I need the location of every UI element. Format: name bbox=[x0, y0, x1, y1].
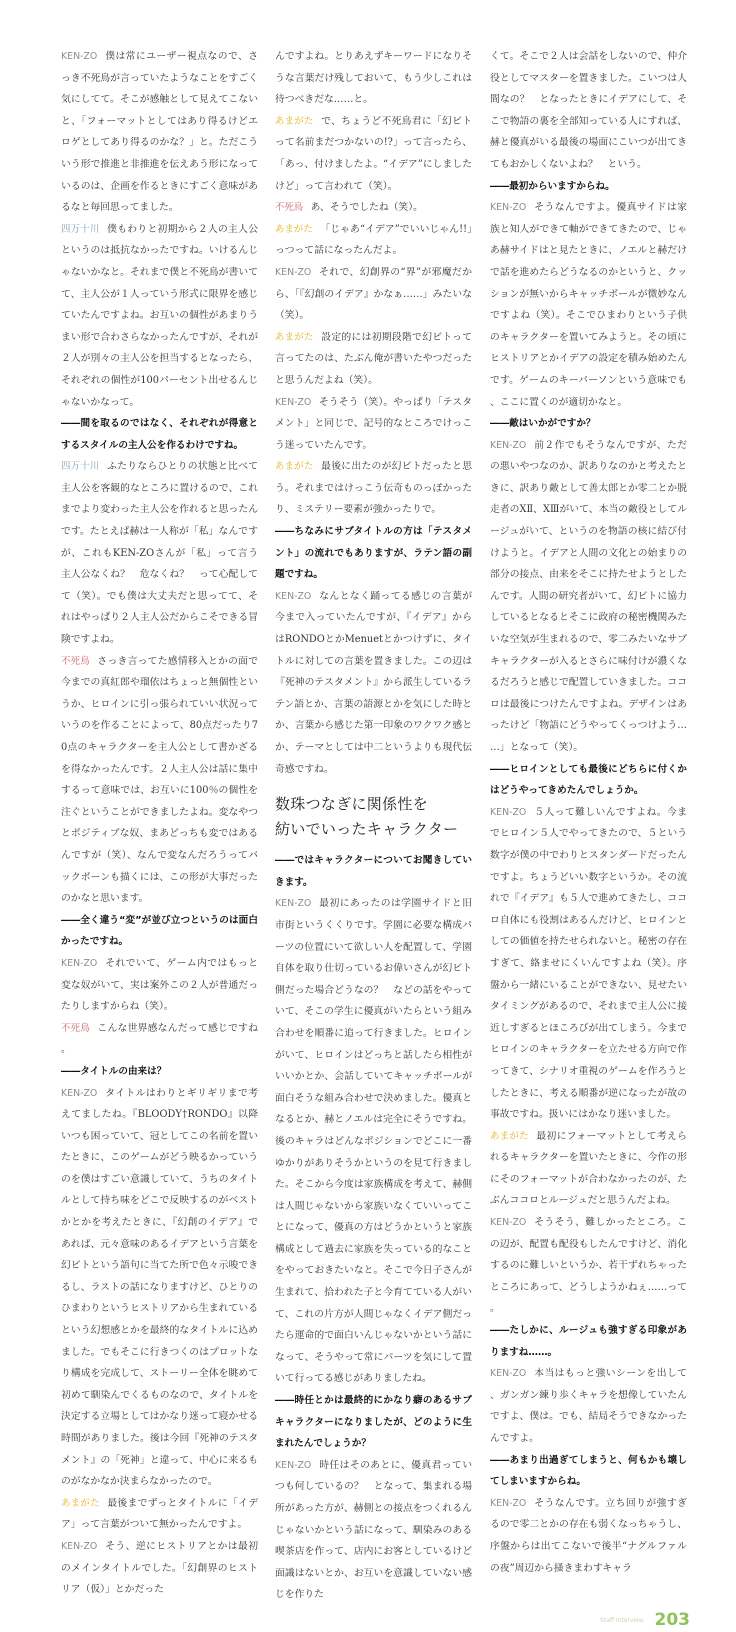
speaker-remark bbox=[490, 1363, 687, 1449]
remark-text: ――ちなみにサブタイトルの方は「テスタメント」の流れでもありますが、ラテン語の副題ですね。 bbox=[275, 526, 472, 581]
speaker-name: あまがた bbox=[490, 1130, 529, 1142]
speaker-remark bbox=[490, 1493, 687, 1579]
speaker-remark bbox=[275, 456, 472, 521]
remark-text: ――たしかに、ルージュも強すぎる印象がありますね……。 bbox=[490, 1325, 687, 1358]
column-1 bbox=[61, 46, 258, 1606]
speaker-remark bbox=[275, 46, 472, 111]
speaker-remark bbox=[61, 1493, 258, 1536]
speaker-name: あまがた bbox=[275, 223, 313, 235]
speaker-remark bbox=[61, 1536, 258, 1601]
remark-text: 僕は常にユーザー視点なので、さっき不死鳥が言っていたようなことをすごく気にしてて。そこが感触として見えてこないと、「フォーマットとしてはあり得るけどエロゲとしてあり得るのかな？」と。ただこういう形で推進と非推進を伝えあう形になっているのは、企画を作るときにすごく意味があるなと毎回思ってました。 bbox=[61, 51, 258, 214]
interviewer-question bbox=[490, 413, 687, 435]
interviewer-question bbox=[61, 413, 258, 456]
speaker-name: あまがた bbox=[61, 1497, 100, 1509]
speaker-name: KEN-ZO bbox=[275, 898, 312, 910]
remark-text: そう、逆にヒストリアとかは最初のメインタイトルでした。「幻創界のヒストリア（仮）」とかだった bbox=[61, 1540, 258, 1596]
remark-text: なんとなく踊ってる感じの言葉が今まで入っていたんですが、『イデア』からはRONDOとかMenuetとかつけずに、タイトルに対しての言葉を置きました。この辺は『死神のテスタメント』から派生しているラテン語とか、言葉の語源とかを気にした時とか、言葉から感じた第一印象のワクワク感とか、テーマとしては中二というよりも現代伝奇感ですね。 bbox=[275, 590, 472, 775]
section-heading-line: 数珠つなぎに関係性を bbox=[275, 795, 429, 814]
page-footer bbox=[600, 1610, 690, 1632]
remark-text: ――あまり出過ぎてしまうと、何もかも壊してしまいますからね。 bbox=[490, 1454, 687, 1488]
interviewer-question bbox=[275, 1390, 472, 1455]
remark-text: そうなんですよ。優真サイドは家族と知人ができて軸ができてきたので、じゃあ赫サイドはと見たときに、ノエルと赫だけで話を進めたらどうなるのかというと、クッションが無いからキャッチボールが微妙なんですよね（笑）。そこでひまわりという子供のキャラクターを置いてみようと。その頃にヒストリアとかイデアの設定を積み始めたんです。ゲームのキーパーソンという意味でも、ここに置くのが適切かなと。 bbox=[490, 202, 687, 408]
interviewer-question bbox=[61, 910, 258, 953]
speaker-name: KEN-ZO bbox=[490, 806, 527, 818]
speaker-remark bbox=[275, 111, 472, 197]
remark-text: ――間を取るのではなく、それぞれが得意とするスタイルの主人公を作るわけですね。 bbox=[61, 418, 258, 451]
article-columns bbox=[61, 46, 736, 1606]
remark-text: 最初にフォーマットとして考えられるキャラクターを置いたときに、今作の形にそのフォーマットが合わなかったのが、たぶんココロとルージュだと思うんだよね。 bbox=[490, 1130, 687, 1207]
speaker-remark bbox=[490, 435, 687, 759]
remark-text: ――ヒロインとしても最後にどちらに付くかはどうやってきめたんでしょうか。 bbox=[490, 763, 687, 797]
speaker-name: KEN-ZO bbox=[490, 439, 527, 451]
remark-text: 最初にあったのは学園サイドと旧市街というくくりです。学園に必要な構成パーツの位置にいて欲しい人を配置して、学園自体を取り仕切っているお偉いさんが幻ビト側だった場合どうなの？ などの話をやっていて、そこの学生に優真がいたらという組み合わせを順番に追って行きました。ヒロインがいて、ヒロインはどっちと話したら相性がいいかとか、会話していてキャッチボールが面白そうな組み合わせで決めました。優真となるとか、赫とノエルは完全にそうですね。後のキャラはどんなポジションでどこに一番ゆかりがありそうかというのを見て行きました。そこから今度は家族構成を考えて、赫側は人間じゃないから家族いなくていいってことになって、優真の方はどうかというと家族構成として過去に家族を失っている的なことをやっておきたいなと。そこで今日子さんが生まれて、拾われた子と今育てている人がいて、これの片方が人間じゃなくイデア側だったら運命的で面白いんじゃないかという話になって、そうやって常にパーツを気にして置いて行ってる感じがありましたね。 bbox=[275, 898, 472, 1385]
speaker-name: あまがた bbox=[275, 115, 314, 127]
speaker-name: KEN-ZO bbox=[275, 590, 312, 602]
speaker-remark bbox=[490, 1212, 687, 1320]
speaker-name: 不死鳥 bbox=[61, 655, 90, 667]
interviewer-question bbox=[490, 176, 687, 198]
remark-text: タイトルはわりとギリギリまで考えてましたね。『BLOODY†RONDO』以降いつも困っていて、冠としてこの名前を置いたときに、このゲームがどう映るかっていうのを僕はすごい意識していて、うちのタイトルとして持ち味をどこで反映するのがベストかとかを考えたときに、『幻創のイデア』であれば、元々意味のあるイデアという言葉を幻ビトという語句に当てた所で色々示唆できるし、ラストの話になりますけど、ひとりのひまわりというヒストリアから生まれているという幻想感とかを最終的なタイトルに込めました。でもそこに行きつくのはプロットなり構成を完成して、ストーリー全体を眺めて初めて馴染んでくるものなので、タイトルを決定する立場としてはかなり迷って寝かせる時間がありました。後は今回『死神のテスタメント』の「死神」と違って、中心に来るものがなかなか決まらなかったので。 bbox=[61, 1087, 258, 1488]
remark-text: そうそう（笑）。やっぱり「テスタメント」と同じで、記号的なところでけっこう迷っていたんです。 bbox=[275, 396, 472, 451]
remark-text: そうなんです。立ち回りが強すぎるので零二とかの存在も弱くなっちゃうし、序盤からは出てこないで後半“ナグルファルの夜”周辺から掻きまわすキャラ bbox=[490, 1497, 687, 1574]
interviewer-question bbox=[490, 759, 687, 802]
interviewer-question bbox=[275, 850, 472, 893]
interviewer-question bbox=[490, 1320, 687, 1363]
remark-text: そうそう、難しかったところ。この辺が、配置も配役もしたんですけど、消化するのに難しいというか、若干ずれちゃったところにあって、どうしようかねぇ……って。 bbox=[490, 1217, 687, 1315]
section-heading bbox=[275, 792, 472, 842]
speaker-remark bbox=[490, 46, 687, 176]
speaker-name: KEN-ZO bbox=[490, 1368, 527, 1380]
remark-text: さっき言ってた感情移入とかの面で今までの真紅郎や瑠依はちょっと無個性というか、ヒロインに引っ張られていい状況っていうのを作ることによって、80点だったり70点のキャラクターを主人公として書かざるを得なかったんです。２人主人公は話に集中するって意味では、お互いに100％の個性を注ぐということができましたよね。変なやつとポジティブな奴、まあどっちも変ではあるんですが（笑）、なんで変なんだろうってバックボーンも描くには、この形が大事だったのかなと思います。 bbox=[61, 655, 258, 905]
speaker-remark bbox=[490, 802, 687, 1126]
remark-text: ――時任とかは最終的にかなり癖のあるサブキャラクターになりましたが、どのように生まれたんでしょうか？ bbox=[275, 1395, 472, 1450]
speaker-name: KEN-ZO bbox=[490, 202, 527, 214]
speaker-name: KEN-ZO bbox=[490, 1217, 527, 1229]
speaker-name: KEN-ZO bbox=[275, 266, 312, 278]
remark-text: ――ではキャラクターについてお聞きしていきます。 bbox=[275, 855, 472, 888]
remark-text: こんな世界感なんだって感じですね。 bbox=[61, 1022, 258, 1056]
speaker-remark bbox=[61, 651, 258, 910]
speaker-remark bbox=[275, 893, 472, 1390]
remark-text: ふたりならひとりの状態と比べて主人公を客観的なところに置けるので、これまでより変わった主人公を作れると思ったんです。たとえば赫は一人称が「私」なんですが、これもKEN-ZOさんが「私」って言う主人公なくね？ 危なくね？ って心配してて（笑）。でも僕は大丈夫だと思ってて、それはやっぱり２人主人公だからこそできる冒険ですよね。 bbox=[61, 461, 258, 646]
interviewer-question bbox=[275, 521, 472, 586]
remark-text: 最後に出たのが幻ビトだったと思う。それまではけっこう伝奇ものっぽかったり、ミステリー要素が強かったりで。 bbox=[275, 461, 472, 516]
remark-text: 時任はそのあとに、優真君っていつも何しているの？ となって、集まれる場所があった方が、赫側との接点をつくれるんじゃないかという話になって、馴染みのある喫茶店を作って、店内にお客としているけど面識はないとか、お互いを意識していない感じを作りた bbox=[275, 1459, 472, 1601]
speaker-remark bbox=[490, 1126, 687, 1212]
remark-text: 本当はもっと強いシーンを出して、ガンガン練り歩くキャラを想像していたんですよ、僕は。でも、結局そうできなかったんですよ。 bbox=[490, 1368, 687, 1444]
speaker-name: 四万十川 bbox=[61, 461, 100, 473]
speaker-remark bbox=[61, 1018, 258, 1061]
footer-label: Staff Interview bbox=[600, 1616, 644, 1624]
speaker-name: 不死鳥 bbox=[275, 202, 304, 214]
speaker-name: 不死鳥 bbox=[61, 1022, 90, 1034]
remark-text: 「じゃあ“イデア”でいいじゃん!!」っつって話になったんだよ。 bbox=[275, 223, 472, 257]
speaker-remark bbox=[61, 953, 258, 1018]
speaker-remark bbox=[61, 219, 258, 413]
column-3 bbox=[490, 46, 687, 1606]
speaker-remark bbox=[275, 327, 472, 392]
remark-text: ――最初からいますからね。 bbox=[490, 180, 615, 192]
remark-text: ――全く違う“変”が並び立つというのは面白かったですね。 bbox=[61, 914, 258, 948]
speaker-name: KEN-ZO bbox=[61, 1540, 98, 1552]
speaker-remark bbox=[275, 392, 472, 457]
speaker-remark bbox=[275, 262, 472, 327]
remark-text: それでいて、ゲーム内ではもっと変な奴がいて、実は案外この２人が普通だったりしますからね（笑）。 bbox=[61, 957, 258, 1013]
speaker-remark bbox=[275, 219, 472, 262]
remark-text: んですよね。とりあえずキーワードになりそうな言葉だけ残しておいて、もう少しこれは待つべきだな……と。 bbox=[275, 51, 472, 106]
speaker-name: KEN-ZO bbox=[61, 1087, 98, 1099]
speaker-name: KEN-ZO bbox=[490, 1497, 527, 1509]
remark-text: ――敵はいかがですか？ bbox=[490, 418, 596, 430]
section-heading-line: 紡いでいったキャラクター bbox=[275, 820, 459, 839]
remark-text: 僕もわりと初期から２人の主人公というのは抵抗なかったですね。いけるんじゃないかなと。それまで僕と不死鳥が書いてて、主人公が１人っていう形式に限界を感じていたんですよね。お互いの個性があまりうまい形で合わさらなかったんですが、それが２人が別々の主人公を担当するとなったら、それぞれの個性が100パーセント出せるんじゃないかなって。 bbox=[61, 223, 258, 408]
speaker-name: あまがた bbox=[275, 461, 314, 473]
speaker-remark bbox=[61, 456, 258, 650]
page-number: 203 bbox=[654, 1609, 690, 1630]
remark-text: くて。そこで２人は会話をしないので、仲介役としてマスターを置きました。こいつは人間なの？ となったときにイデアにして、そこで物語の裏を全部知っている人にすれば、赫と優真がいる最後の場面にこいつが出てきてもおかしくないよね？ という。 bbox=[490, 51, 687, 170]
speaker-remark bbox=[275, 586, 472, 780]
interviewer-question bbox=[490, 1450, 687, 1493]
remark-text: 設定的には初期段階で幻ビトって言ってたのは、たぶん俺が書いたやつだったと思うんだよね（笑）。 bbox=[275, 331, 472, 386]
remark-text: それで、幻創界の“界”が邪魔だから、「『幻創のイデア』かなぁ……」みたいな（笑）。 bbox=[275, 266, 472, 322]
remark-text: 最後までずっとタイトルに「イデア」って言葉がついて無かったんですよ。 bbox=[61, 1497, 258, 1531]
speaker-name: あまがた bbox=[275, 331, 314, 343]
remark-text: ――タイトルの由来は？ bbox=[61, 1065, 167, 1077]
speaker-name: KEN-ZO bbox=[61, 957, 98, 969]
speaker-name: KEN-ZO bbox=[275, 396, 312, 408]
speaker-remark bbox=[61, 1083, 258, 1493]
speaker-remark bbox=[61, 46, 258, 219]
speaker-name: 四万十川 bbox=[61, 223, 100, 235]
remark-text: ５人って難しいんですよね。今までヒロイン５人でやってきたので、５という数字が僕の中でわりとスタンダードだったんですよ。ちょうどいい数字というか。その流れで『イデア』も５人で進めてきたし、ココロ自体にも役割はあるんだけど、ヒロインとしての価値を持たせられないと。秘密の存在すぎて、絡ませにくいんですよね（笑）。序盤から一緒にいることができない、見せたいタイミングがあるので、それまで主人公に接近しすぎるとほころびが出てしまう。今までヒロインのキャラクターを立たせる方向で作ってきて、シナリオ重視のゲームを作ろうとしたときに、考える順番が逆になったが故の事故ですね。扱いにはかなり迷いました。 bbox=[490, 806, 687, 1121]
speaker-name: KEN-ZO bbox=[275, 1459, 312, 1471]
speaker-name: KEN-ZO bbox=[61, 51, 98, 62]
remark-text: あ、そうでしたね（笑）。 bbox=[310, 202, 423, 214]
interviewer-question bbox=[61, 1061, 258, 1083]
column-2 bbox=[275, 46, 472, 1606]
speaker-remark bbox=[275, 197, 472, 219]
remark-text: で、ちょうど不死鳥君に「幻ビトって名前まだつかないの!?」って言ったら、「あっ、付けましたよ。“イデア”にしましたけど」って言われて（笑）。 bbox=[275, 115, 472, 192]
speaker-remark bbox=[490, 197, 687, 413]
speaker-remark bbox=[275, 1455, 472, 1606]
remark-text: 前２作でもそうなんですが、ただの悪いやつなのか、訳ありなのかと考えたときに、訳あり敵として善太郎とか零二とか脱走者のXⅡ、XⅢがいて、本当の敵役としてルージュがいて、というのを物語の核に結び付けようと。イデアと人間の文化との始まりの部分の接点、由来をそこに持たせようとしたんです。人間の研究者がいて、幻ビトに協力しているとなるとそこに政府の秘密機関みたいな空気が生まれるので、零二みたいなサブキャラクターが入るとさらに味付けが濃くなるだろうと感じで配置していきました。ココロは最後につけたんですよね。デザインはあったけど「物語にどうやってくっつけよう……」となって（笑）。 bbox=[490, 439, 687, 753]
